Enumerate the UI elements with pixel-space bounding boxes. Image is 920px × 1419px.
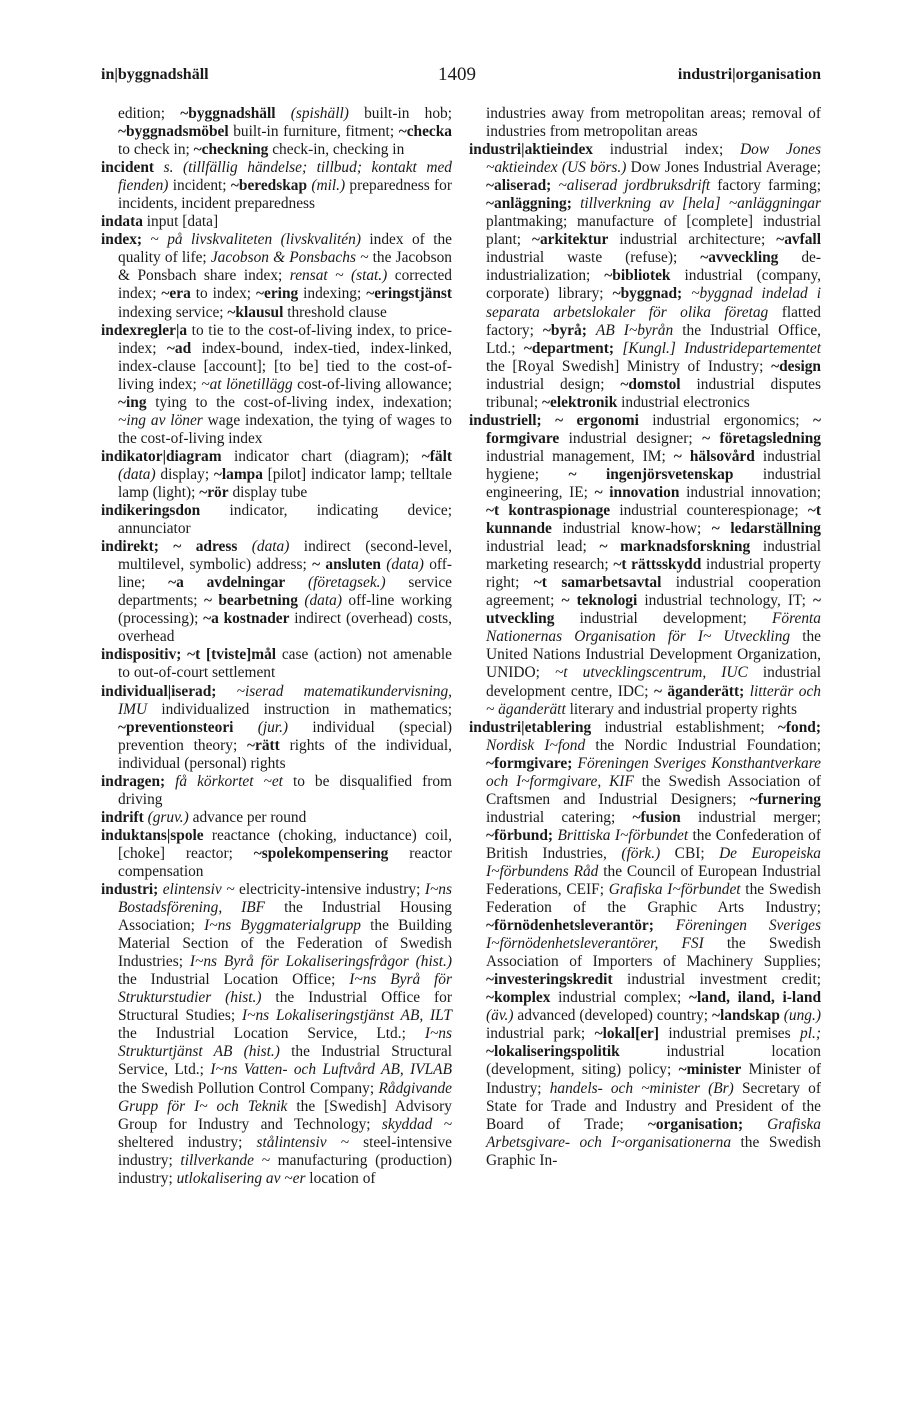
- entry-text: industrial cooperation agreement;: [486, 574, 821, 610]
- entry-text: [654, 917, 676, 934]
- entry-text: flatted factory;: [486, 303, 821, 339]
- entry-text: indicator, indicating device; annunciator: [118, 502, 452, 538]
- entry-italic-text: (jur.): [233, 718, 289, 736]
- entry-text: the Council of European Industrial Federations, CEIF;: [486, 862, 821, 899]
- entry-headword: ~spolekompensering: [253, 844, 389, 862]
- entry-headword: ~ ansluten: [312, 556, 381, 574]
- entry-italic-text: I~ns Lokaliseringstjänst AB, ILT: [242, 1007, 452, 1025]
- entry-text: reactor compensation: [118, 844, 452, 880]
- entry-text: industries away from metropolitan areas; removal of industries from metropolitan areas: [486, 105, 821, 141]
- entry-text: [159, 538, 173, 555]
- entry-text: [572, 195, 580, 212]
- entry-text: industrial design;: [486, 375, 621, 393]
- dictionary-entry: [101, 159, 452, 213]
- entry-headword: ~byggnadshäll: [180, 105, 276, 122]
- entry-headword: ~t rättsskydd: [613, 556, 702, 574]
- entry-text: the Industrial Location Office;: [118, 971, 350, 989]
- entry-text: indexing service;: [118, 303, 228, 321]
- entry-text: advance per round: [188, 808, 307, 826]
- entry-italic-text: I~ns Byggmaterialgrupp: [204, 917, 361, 935]
- entry-headword: ~t kontraspionage: [486, 502, 611, 520]
- entry-text: to tie to the cost-of-living index, to price-index;: [118, 321, 452, 357]
- dictionary-entry: [101, 448, 452, 502]
- dictionary-entry: [101, 322, 452, 448]
- entry-headword: ~fond;: [777, 718, 821, 736]
- entry-text: the Swedish Federation of the Graphic Arts Industry;: [486, 881, 821, 917]
- entry-headword: ~formgivare;: [486, 754, 573, 772]
- entry-headword: indirekt;: [101, 538, 159, 556]
- entry-italic-text: Grafiska I~förbundet: [608, 881, 741, 899]
- entry-text: the Nordic Industrial Foundation;: [585, 736, 821, 754]
- entry-text: industrial electronics: [617, 393, 750, 411]
- entry-headword: indata: [101, 213, 143, 231]
- entry-text: industrial (company, corporate) library;: [486, 267, 821, 303]
- entry-headword: ~ formgivare: [486, 411, 821, 447]
- entry-text: individualized instruction in mathematics;: [147, 700, 452, 718]
- entry-text: CBI;: [660, 844, 720, 862]
- entry-headword: ~avfall: [776, 231, 821, 249]
- entry-headword: ~fält: [421, 447, 452, 465]
- entry-italic-text: Nordisk I~fond: [486, 736, 586, 754]
- entry-headword: industri|aktieindex: [469, 141, 593, 159]
- entry-headword: ~rätt: [247, 736, 280, 754]
- dictionary-entry: [101, 773, 452, 809]
- entry-headword: ~department;: [523, 339, 614, 357]
- entry-italic-text: ~aliserad jordbruksdrift: [558, 177, 711, 195]
- entry-text: industrial engineering, IE;: [486, 465, 822, 501]
- entry-italic-text: (förk.): [621, 844, 661, 862]
- entry-italic-text: tillverkande ~: [180, 1151, 270, 1169]
- entry-headword: ~t kunnande: [486, 502, 821, 538]
- entry-text: display tube: [228, 483, 308, 501]
- entry-text: input [data]: [142, 213, 219, 231]
- entry-text: the Confederation of British Industries,: [486, 826, 821, 862]
- entry-headword: ~byrå;: [542, 321, 587, 339]
- page-number: 1409: [438, 64, 476, 85]
- entry-headword: ~beredskap: [230, 177, 308, 195]
- entry-headword: ~design: [771, 357, 821, 375]
- entry-headword: indikator|diagram: [101, 447, 222, 465]
- entry-text: off-line;: [118, 556, 452, 592]
- entry-text: [542, 412, 555, 429]
- entry-headword: ~komplex: [486, 989, 551, 1007]
- entry-headword: ~ ingenjörsvetenskap: [568, 465, 734, 483]
- entry-italic-text: ~ing av löner: [118, 411, 203, 429]
- entry-text: the Industrial Office, Ltd.;: [486, 321, 822, 357]
- dictionary-entry: [101, 538, 452, 646]
- entry-text: Dow Jones Industrial Average;: [626, 159, 821, 177]
- entry-headword: ~lokal[er]: [594, 1025, 659, 1043]
- entry-headword: ~ utveckling: [486, 592, 821, 628]
- dictionary-entry: [101, 231, 452, 321]
- entry-text: the Industrial Housing Association;: [118, 899, 452, 935]
- entry-headword: ~ äganderätt;: [653, 682, 745, 700]
- entry-text: the Industrial Structural Service, Ltd.;: [118, 1043, 452, 1079]
- entry-italic-text: (data): [237, 538, 290, 556]
- entry-text: the Building Material Section of the Federation of Swedish Industries;: [118, 917, 452, 971]
- dictionary-entry: [101, 881, 452, 1188]
- entry-text: ~: [142, 231, 168, 249]
- entry-text: built-in hob;: [348, 105, 453, 122]
- entry-headword: indispositiv;: [101, 646, 182, 664]
- entry-italic-text: tillverkning av [hela] ~anläggningar: [580, 195, 821, 213]
- entry-text: preparedness for incidents, incident preparedness: [118, 177, 452, 213]
- entry-text: threshold clause: [283, 303, 387, 321]
- entry-italic-text: I~ns Byrå för Lokaliseringsfrågor (hist.): [189, 953, 452, 971]
- entry-headword: ~ innovation: [594, 483, 680, 501]
- entry-text: cost-of-living allowance;: [292, 375, 452, 393]
- dictionary-entry: [101, 827, 452, 881]
- entry-continuation: [101, 105, 452, 159]
- left-column: [101, 105, 452, 1188]
- entry-headword: industriell;: [469, 411, 542, 429]
- entry-headword: ~arkitektur: [531, 231, 609, 249]
- entry-italic-text: I~ns Bostadsförening, IBF: [118, 881, 452, 917]
- entry-text: sheltered industry;: [118, 1133, 257, 1151]
- entry-italic-text: Föreningen Sveriges Konsthantverkare och I~formgivare, KIF: [486, 754, 821, 790]
- entry-headword: ~ing: [118, 393, 147, 411]
- entry-text: industrial architecture;: [608, 231, 777, 249]
- entry-text: industrial investment credit;: [612, 971, 821, 989]
- entry-text: display;: [155, 465, 214, 483]
- entry-text: index-bound, index-tied, index-linked, index-clause [account]; [to be] tied to the cost-of-living index;: [118, 339, 452, 393]
- dictionary-entry: [469, 412, 821, 719]
- entry-text: [743, 1116, 767, 1133]
- entry-headword: ~rör: [199, 483, 229, 501]
- entry-headword: ~ bearbetning: [203, 592, 298, 610]
- entry-headword: ~bibliotek: [604, 267, 671, 285]
- entry-text: industrial merger;: [680, 808, 821, 826]
- entry-text: plantmaking; manufacture of [complete] industrial plant;: [486, 213, 821, 249]
- entry-headword: ~elektronik: [542, 393, 618, 411]
- dictionary-entry: [101, 213, 452, 231]
- entry-text: industrial hygiene;: [486, 447, 821, 483]
- entry-text: to index;: [190, 285, 256, 303]
- entry-headword: ~ad: [166, 339, 192, 357]
- entry-text: rights of the individual, individual (personal) rights: [118, 736, 452, 772]
- entry-headword: indrift: [101, 808, 144, 826]
- entry-text: industrial development;: [554, 610, 772, 628]
- entry-text: individual (special) prevention theory;: [118, 718, 452, 754]
- right-column: [469, 105, 821, 1170]
- entry-headword: ~organisation;: [647, 1115, 744, 1133]
- entry-headword: indikeringsdon: [101, 502, 201, 520]
- entry-italic-text: Förenta Nationernas Organisation för I~ Utveckling: [486, 610, 821, 646]
- entry-continuation: [469, 105, 821, 141]
- entry-headword: ~land, iland, i-land: [688, 989, 822, 1007]
- entry-italic-text: (ung.): [779, 1007, 821, 1025]
- entry-headword: ~landskap: [711, 1007, 780, 1025]
- entry-text: industrial ergonomics;: [638, 411, 813, 429]
- entry-text: the [Swedish] Advisory Group for Industry and Technology;: [118, 1097, 452, 1133]
- entry-italic-text: på livskvaliteten (livskvalitén): [167, 231, 361, 249]
- entry-italic-text: De Europeiska I~förbundens Råd: [486, 844, 821, 880]
- entry-headword: ~anläggning;: [486, 195, 572, 213]
- entry-text: the Swedish Association of Craftsmen and Industrial Designers;: [486, 772, 821, 808]
- entry-italic-text: ~iserad matematikundervisning, IMU: [118, 682, 452, 718]
- entry-italic-text: ~t utvecklingscentrum, IUC: [554, 664, 748, 682]
- entry-text: the United Nations Industrial Development Organization, UNIDO;: [486, 628, 821, 682]
- entry-text: [216, 683, 236, 700]
- entry-text: industrial marketing research;: [486, 538, 822, 574]
- entry-italic-text: skyddad ~: [381, 1115, 453, 1133]
- entry-text: [pilot] indicator lamp; telltale lamp (light);: [118, 465, 452, 501]
- entry-text: service departments;: [118, 574, 453, 610]
- entry-headword: ~eringstjänst: [366, 285, 452, 303]
- entry-headword: ~fusion: [632, 808, 681, 826]
- entry-italic-text: (företagsek.): [285, 574, 386, 592]
- entry-headword: ~a kostnader: [203, 610, 290, 628]
- entry-italic-text: I~ns Strukturtjänst AB (hist.): [118, 1025, 452, 1061]
- entry-text: the [Royal Swedish] Ministry of Industry;: [486, 357, 772, 375]
- entry-italic-text: (mil.): [307, 177, 346, 195]
- entry-italic-text: (spishäll): [275, 105, 349, 122]
- entry-italic-text: ~byggnad indelad i separata arbetslokaler för olika företag: [486, 285, 822, 321]
- entry-text: Secretary of State for Trade and Industry and President of the Board of Trade;: [486, 1079, 822, 1133]
- entry-headword: individual|iserad;: [101, 682, 217, 700]
- entry-italic-text: utlokalisering av ~er: [176, 1169, 306, 1187]
- entry-headword: industri;: [101, 881, 159, 899]
- entry-italic-text: stålintensiv ~: [256, 1133, 349, 1151]
- entry-headword: ~ teknologi: [561, 592, 638, 610]
- entry-text: industrial management, IM;: [486, 447, 674, 465]
- entry-headword: ~t samarbetsavtal: [533, 574, 662, 592]
- entry-text: industrial designer;: [559, 429, 703, 447]
- entry-italic-text: (data): [297, 592, 342, 610]
- entry-text: incident;: [168, 177, 231, 195]
- entry-text: indirect (second-level, multilevel, symbolic) address;: [118, 538, 452, 574]
- entry-italic-text: (gruv.): [143, 808, 189, 826]
- entry-text: industrial property right;: [486, 556, 821, 592]
- entry-headword: ~furnering: [749, 790, 821, 808]
- entry-text: the Swedish Association of Importers of Machinery Supplies;: [486, 935, 821, 971]
- entry-text: industrial location (development, siting) policy;: [486, 1043, 821, 1079]
- entry-italic-text: (data): [118, 465, 156, 483]
- entry-italic-text: s. (tillfällig händelse; tillbud; kontakt med fienden): [118, 159, 452, 195]
- entry-text: [587, 322, 596, 339]
- entry-headword: ~preventionsteori: [118, 718, 234, 736]
- entry-headword: indexregler|a: [101, 321, 188, 339]
- entry-text: steel-intensive industry;: [118, 1133, 452, 1169]
- entry-headword: ~ering: [256, 285, 299, 303]
- entry-headword: ~checka: [398, 123, 452, 141]
- entry-text: manufacturing (production) industry;: [118, 1151, 453, 1187]
- entry-italic-text: I~ns Vatten- och Luftvård AB, IVLAB: [210, 1061, 452, 1079]
- entry-headword: industri|etablering: [469, 718, 592, 736]
- entry-italic-text: pl.;: [800, 1025, 821, 1043]
- entry-italic-text: få körkortet ~et: [175, 772, 283, 790]
- entry-headword: ~ hälsovård: [673, 447, 755, 465]
- dictionary-entry: [101, 502, 452, 538]
- entry-headword: ~avveckling: [700, 249, 779, 267]
- entry-text: check-in, checking in: [268, 141, 405, 159]
- entry-text: literary and industrial property rights: [565, 700, 797, 718]
- entry-text: tying to the cost-of-living index, indexation;: [146, 393, 452, 411]
- entry-italic-text: (äv.): [486, 1007, 514, 1025]
- entry-text: reactance (choking, inductance) coil, [choke] reactor;: [118, 826, 452, 862]
- entry-headword: ~förnödenhetsleverantör;: [486, 917, 654, 935]
- entry-text: [682, 285, 691, 302]
- entry-text: industrial disputes tribunal;: [486, 375, 821, 411]
- entry-text: [165, 773, 175, 790]
- entry-text: off-line working (processing);: [118, 592, 453, 628]
- entry-italic-text: I~ns Byrå för Strukturstudier (hist.): [118, 971, 452, 1007]
- page-header: [0, 66, 920, 90]
- entry-text: case (action) not amenable to out-of-court settlement: [118, 646, 452, 682]
- dictionary-entry: [469, 719, 821, 1170]
- entry-headword: ~ adress: [173, 538, 238, 556]
- entry-headword: index;: [101, 231, 143, 249]
- entry-headword: ~lampa: [213, 465, 263, 483]
- entry-text: built-in furniture, fitment;: [228, 123, 399, 141]
- entry-italic-text: ~at lönetillägg: [201, 375, 293, 393]
- entry-italic-text: Föreningen Sveriges I~förnödenhetsleverantörer, FSI: [486, 917, 821, 953]
- entry-italic-text: Jacobson & Ponsbachs ~: [210, 249, 369, 267]
- entry-text: to be disqualified from driving: [118, 772, 453, 808]
- entry-headword: ~era: [161, 285, 191, 303]
- entry-text: industrial innovation;: [679, 483, 821, 501]
- entry-headword: ~byggnadsmöbel: [118, 123, 229, 141]
- entry-text: the Swedish Pollution Control Company;: [118, 1079, 379, 1097]
- entry-text: industrial waste (refuse);: [486, 249, 701, 267]
- entry-text: the Industrial Office for Structural Studies;: [118, 989, 452, 1025]
- entry-text: wage indexation, the tying of wages to the cost-of-living index: [118, 411, 453, 447]
- dictionary-entry: [469, 141, 821, 412]
- entry-text: location of: [305, 1169, 376, 1187]
- entry-text: indirect (overhead) costs, overhead: [118, 610, 453, 646]
- entry-headword: incident: [101, 159, 155, 177]
- entry-headword: ~aliserad;: [486, 177, 552, 195]
- entry-italic-text: Brittiska I~förbundet: [557, 826, 689, 844]
- header-last-headword: industri|organisation: [677, 66, 821, 83]
- entry-headword: induktans|spole: [101, 826, 204, 844]
- entry-headword: ~ marknadsforskning: [599, 538, 751, 556]
- dictionary-entry: [101, 646, 452, 682]
- entry-headword: ~checkning: [193, 141, 269, 159]
- entry-headword: ~lokaliseringspolitik: [486, 1043, 620, 1061]
- entry-headword: ~minister: [678, 1061, 742, 1079]
- entry-headword: ~t [tviste]mål: [187, 646, 277, 664]
- entry-italic-text: AB I~byrån: [595, 321, 674, 339]
- entry-headword: ~investeringskredit: [486, 971, 613, 989]
- entry-text: industrial index;: [592, 141, 741, 159]
- entry-text: index of the quality of life;: [118, 231, 452, 267]
- entry-text: factory farming;: [710, 177, 821, 195]
- entry-headword: ~ ergonomi: [555, 411, 639, 429]
- entry-headword: ~ ledarställning: [711, 520, 821, 538]
- entry-text: corrected index;: [118, 267, 453, 303]
- entry-italic-text: (data): [381, 556, 424, 574]
- entry-text: indexing;: [298, 285, 367, 303]
- entry-text: industrial catering;: [486, 808, 633, 826]
- entry-text: indicator chart (diagram);: [221, 447, 422, 465]
- entry-text: industrial counterespionage;: [610, 502, 808, 520]
- entry-headword: ~klausul: [227, 303, 284, 321]
- entry-headword: ~domstol: [620, 375, 681, 393]
- entry-text: industrial establishment;: [591, 718, 778, 736]
- entry-text: edition;: [118, 105, 181, 122]
- entry-text: industrial premises: [658, 1025, 801, 1043]
- entry-headword: ~förbund;: [486, 826, 554, 844]
- entry-text: to check in;: [118, 141, 194, 159]
- dictionary-entry: [101, 809, 452, 827]
- entry-italic-text: [Kungl.] Industridepartementet: [622, 339, 821, 357]
- entry-text: de-industrialization;: [486, 249, 821, 285]
- entry-italic-text: Dow Jones ~aktieindex (US börs.): [486, 141, 822, 177]
- entry-text: advanced (developed) country;: [513, 1007, 712, 1025]
- entry-italic-text: litterär och ~ äganderätt: [486, 682, 821, 718]
- entry-headword: ~a avdelningar: [168, 574, 286, 592]
- entry-headword: indragen;: [101, 772, 166, 790]
- entry-text: industrial lead;: [486, 538, 600, 556]
- entry-text: industrial technology, IT;: [637, 592, 813, 610]
- entry-italic-text: rensat ~ (stat.): [289, 267, 388, 285]
- entry-text: the Industrial Location Service, Ltd.;: [118, 1025, 425, 1043]
- entry-headword: ~byggnad;: [612, 285, 683, 303]
- entry-text: Minister of Industry;: [486, 1061, 822, 1097]
- entry-italic-text: elintensiv ~: [162, 881, 235, 899]
- entry-italic-text: handels- och ~minister (Br): [549, 1079, 734, 1097]
- entry-text: industrial complex;: [550, 989, 689, 1007]
- entry-italic-text: Rådgivande Grupp för I~ och Teknik: [118, 1079, 452, 1115]
- entry-italic-text: Grafiska Arbetsgivare- och I~organisationerna: [486, 1115, 821, 1151]
- entry-text: the Swedish Graphic In-: [486, 1133, 821, 1169]
- entry-text: electricity-intensive industry;: [234, 881, 425, 899]
- entry-text: industrial development centre, IDC;: [486, 664, 822, 700]
- entry-headword: ~ företagsledning: [702, 429, 822, 447]
- header-first-headword: in|byggnadshäll: [101, 66, 209, 83]
- dictionary-entry: [101, 683, 452, 773]
- entry-text: the Jacobson & Ponsbach share index;: [118, 249, 452, 285]
- entry-text: industrial park;: [486, 1025, 595, 1043]
- entry-text: industrial know-how;: [551, 520, 712, 538]
